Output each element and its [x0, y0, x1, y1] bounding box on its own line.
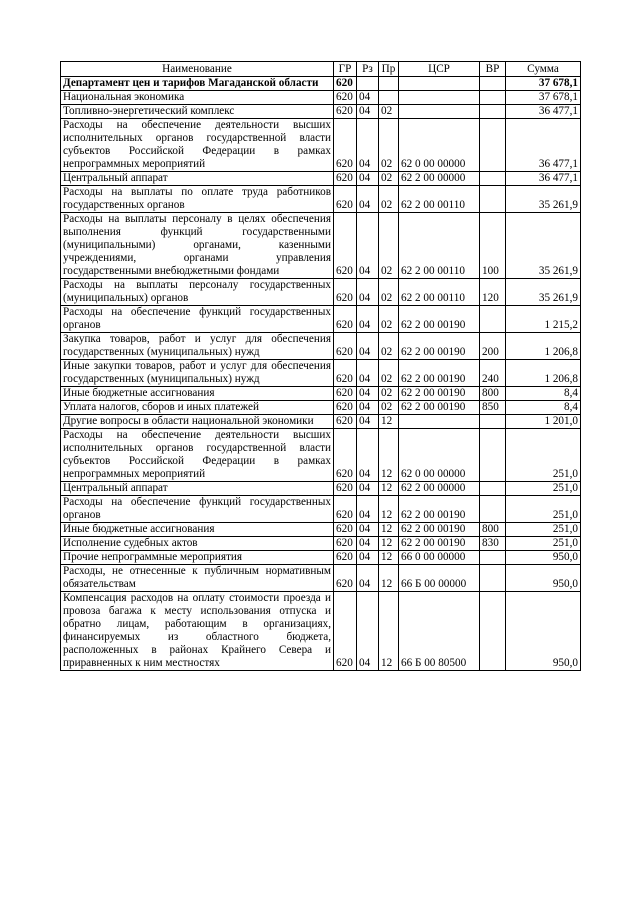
cell-rz: 04 [357, 279, 379, 306]
cell-sum: 8,4 [506, 387, 581, 401]
cell-vr: 100 [480, 213, 506, 279]
cell-name: Уплата налогов, сборов и иных платежей [61, 401, 334, 415]
cell-pr: 02 [379, 306, 399, 333]
cell-gr: 620 [334, 415, 357, 429]
header-rz: Рз [357, 62, 379, 77]
cell-pr: 12 [379, 482, 399, 496]
table-body [61, 77, 581, 671]
table-row [61, 213, 581, 279]
table-row [61, 565, 581, 592]
cell-vr [480, 429, 506, 482]
cell-sum: 950,0 [506, 565, 581, 592]
cell-pr: 12 [379, 592, 399, 671]
cell-name: Расходы на выплаты персоналу государственных (муниципальных) органов [61, 279, 334, 306]
cell-pr: 12 [379, 415, 399, 429]
cell-csr [399, 105, 480, 119]
cell-name: Иные бюджетные ассигнования [61, 523, 334, 537]
cell-name: Иные закупки товаров, работ и услуг для обеспечения государственных (муниципальных) нужд [61, 360, 334, 387]
table-row [61, 91, 581, 105]
cell-pr: 02 [379, 105, 399, 119]
table-row [61, 172, 581, 186]
cell-pr: 02 [379, 360, 399, 387]
cell-vr: 800 [480, 387, 506, 401]
cell-pr: 02 [379, 186, 399, 213]
header-row [61, 62, 581, 77]
cell-vr: 830 [480, 537, 506, 551]
cell-csr: 62 2 00 00190 [399, 306, 480, 333]
table-row [61, 415, 581, 429]
cell-gr: 620 [334, 91, 357, 105]
table-row [61, 523, 581, 537]
cell-pr: 02 [379, 401, 399, 415]
cell-rz [357, 77, 379, 91]
cell-pr: 02 [379, 279, 399, 306]
cell-vr [480, 91, 506, 105]
cell-gr: 620 [334, 537, 357, 551]
header-gr: ГР [334, 62, 357, 77]
cell-sum: 37 678,1 [506, 77, 581, 91]
cell-gr: 620 [334, 333, 357, 360]
cell-name: Расходы, не отнесенные к публичным нормативным обязательствам [61, 565, 334, 592]
cell-gr: 620 [334, 213, 357, 279]
cell-vr [480, 415, 506, 429]
header-csr: ЦСР [399, 62, 480, 77]
cell-csr: 66 0 00 00000 [399, 551, 480, 565]
cell-name: Закупка товаров, работ и услуг для обеспечения государственных (муниципальных) нужд [61, 333, 334, 360]
cell-csr: 62 2 00 00190 [399, 387, 480, 401]
cell-gr: 620 [334, 429, 357, 482]
cell-name: Иные бюджетные ассигнования [61, 387, 334, 401]
cell-vr [480, 186, 506, 213]
cell-sum: 37 678,1 [506, 91, 581, 105]
cell-rz: 04 [357, 91, 379, 105]
cell-csr: 62 2 00 00190 [399, 401, 480, 415]
cell-sum: 36 477,1 [506, 105, 581, 119]
cell-sum: 1 206,8 [506, 333, 581, 360]
cell-sum: 35 261,9 [506, 186, 581, 213]
cell-name: Топливно-энергетический комплекс [61, 105, 334, 119]
table-row [61, 429, 581, 482]
cell-name: Центральный аппарат [61, 172, 334, 186]
header-name: Наименование [61, 62, 334, 77]
cell-vr [480, 565, 506, 592]
cell-csr [399, 91, 480, 105]
cell-pr: 02 [379, 387, 399, 401]
cell-name: Расходы на обеспечение функций государственных органов [61, 306, 334, 333]
cell-sum: 8,4 [506, 401, 581, 415]
table-row [61, 592, 581, 671]
table-row [61, 186, 581, 213]
cell-vr: 800 [480, 523, 506, 537]
cell-rz: 04 [357, 592, 379, 671]
cell-csr [399, 415, 480, 429]
cell-vr [480, 77, 506, 91]
cell-name: Национальная экономика [61, 91, 334, 105]
header-vr: ВР [480, 62, 506, 77]
cell-csr: 62 2 00 00110 [399, 186, 480, 213]
cell-csr [399, 77, 480, 91]
cell-gr: 620 [334, 551, 357, 565]
cell-name: Расходы на обеспечение деятельности высших исполнительных органов государственной власти субъектов Российской Федерации в рамках непрограммных мероприятий [61, 119, 334, 172]
cell-name: Прочие непрограммные мероприятия [61, 551, 334, 565]
cell-gr: 620 [334, 279, 357, 306]
cell-vr [480, 496, 506, 523]
cell-gr: 620 [334, 119, 357, 172]
cell-sum: 35 261,9 [506, 213, 581, 279]
budget-table [60, 61, 581, 671]
cell-sum: 1 206,8 [506, 360, 581, 387]
cell-vr: 120 [480, 279, 506, 306]
cell-vr [480, 119, 506, 172]
cell-csr: 62 2 00 00110 [399, 279, 480, 306]
cell-rz: 04 [357, 401, 379, 415]
header-pr: Пр [379, 62, 399, 77]
cell-pr: 12 [379, 523, 399, 537]
cell-vr [480, 105, 506, 119]
cell-pr: 02 [379, 172, 399, 186]
cell-csr: 62 2 00 00000 [399, 172, 480, 186]
cell-gr: 620 [334, 387, 357, 401]
cell-pr [379, 77, 399, 91]
cell-pr: 12 [379, 429, 399, 482]
cell-rz: 04 [357, 105, 379, 119]
cell-rz: 04 [357, 565, 379, 592]
cell-rz: 04 [357, 537, 379, 551]
cell-rz: 04 [357, 551, 379, 565]
cell-vr [480, 482, 506, 496]
cell-gr: 620 [334, 172, 357, 186]
table-row [61, 333, 581, 360]
cell-name: Исполнение судебных актов [61, 537, 334, 551]
cell-gr: 620 [334, 105, 357, 119]
cell-name: Расходы на обеспечение деятельности высших исполнительных органов государственной власти субъектов Российской Федерации в рамках непрограммных мероприятий [61, 429, 334, 482]
table-row [61, 77, 581, 91]
cell-vr: 200 [480, 333, 506, 360]
cell-pr: 12 [379, 565, 399, 592]
cell-rz: 04 [357, 186, 379, 213]
cell-csr: 66 Б 00 00000 [399, 565, 480, 592]
table-row [61, 360, 581, 387]
cell-csr: 66 Б 00 80500 [399, 592, 480, 671]
cell-rz: 04 [357, 306, 379, 333]
table-row [61, 387, 581, 401]
cell-gr: 620 [334, 401, 357, 415]
cell-rz: 04 [357, 172, 379, 186]
table-row [61, 482, 581, 496]
table-row [61, 306, 581, 333]
cell-pr: 02 [379, 119, 399, 172]
cell-csr: 62 2 00 00190 [399, 360, 480, 387]
cell-gr: 620 [334, 306, 357, 333]
cell-gr: 620 [334, 496, 357, 523]
cell-vr [480, 172, 506, 186]
cell-name: Расходы на выплаты персоналу в целях обеспечения выполнения функций государственными (муниципальными) органами, казенными учреждениями, органами управления государственными внебюджетными фондами [61, 213, 334, 279]
cell-csr: 62 2 00 00190 [399, 333, 480, 360]
cell-csr: 62 0 00 00000 [399, 119, 480, 172]
table-row [61, 105, 581, 119]
cell-gr: 620 [334, 77, 357, 91]
cell-rz: 04 [357, 333, 379, 360]
cell-sum: 35 261,9 [506, 279, 581, 306]
table-row [61, 496, 581, 523]
cell-vr: 240 [480, 360, 506, 387]
cell-csr: 62 2 00 00190 [399, 537, 480, 551]
cell-rz: 04 [357, 429, 379, 482]
cell-gr: 620 [334, 592, 357, 671]
cell-rz: 04 [357, 523, 379, 537]
cell-rz: 04 [357, 213, 379, 279]
cell-sum: 251,0 [506, 537, 581, 551]
cell-rz: 04 [357, 496, 379, 523]
cell-sum: 36 477,1 [506, 172, 581, 186]
cell-rz: 04 [357, 119, 379, 172]
cell-sum: 950,0 [506, 592, 581, 671]
cell-rz: 04 [357, 415, 379, 429]
cell-name: Департамент цен и тарифов Магаданской области [61, 77, 334, 91]
cell-rz: 04 [357, 482, 379, 496]
table-row [61, 279, 581, 306]
cell-vr [480, 306, 506, 333]
cell-gr: 620 [334, 360, 357, 387]
cell-pr: 12 [379, 551, 399, 565]
cell-sum: 950,0 [506, 551, 581, 565]
cell-name: Центральный аппарат [61, 482, 334, 496]
cell-pr: 02 [379, 333, 399, 360]
cell-csr: 62 2 00 00190 [399, 496, 480, 523]
cell-pr: 12 [379, 496, 399, 523]
cell-name: Другие вопросы в области национальной экономики [61, 415, 334, 429]
cell-name: Компенсация расходов на оплату стоимости проезда и провоза багажа к месту использования отпуска и обратно лицам, работающим в организациях, финансируемых из областного бюджета, расположенных в районах Крайнего Севера и приравненных к ним местностях [61, 592, 334, 671]
table-row [61, 401, 581, 415]
cell-name: Расходы на обеспечение функций государственных органов [61, 496, 334, 523]
cell-sum: 1 201,0 [506, 415, 581, 429]
cell-sum: 36 477,1 [506, 119, 581, 172]
cell-sum: 251,0 [506, 523, 581, 537]
table-row [61, 551, 581, 565]
cell-rz: 04 [357, 360, 379, 387]
table-row [61, 537, 581, 551]
cell-rz: 04 [357, 387, 379, 401]
cell-gr: 620 [334, 523, 357, 537]
cell-pr [379, 91, 399, 105]
cell-gr: 620 [334, 186, 357, 213]
cell-vr [480, 592, 506, 671]
cell-sum: 1 215,2 [506, 306, 581, 333]
cell-sum: 251,0 [506, 496, 581, 523]
cell-csr: 62 2 00 00190 [399, 523, 480, 537]
cell-sum: 251,0 [506, 482, 581, 496]
cell-csr: 62 0 00 00000 [399, 429, 480, 482]
cell-gr: 620 [334, 482, 357, 496]
cell-name: Расходы на выплаты по оплате труда работников государственных органов [61, 186, 334, 213]
cell-csr: 62 2 00 00000 [399, 482, 480, 496]
cell-sum: 251,0 [506, 429, 581, 482]
cell-pr: 02 [379, 213, 399, 279]
cell-vr: 850 [480, 401, 506, 415]
header-sum: Сумма [506, 62, 581, 77]
cell-pr: 12 [379, 537, 399, 551]
cell-gr: 620 [334, 565, 357, 592]
table-row [61, 119, 581, 172]
cell-csr: 62 2 00 00110 [399, 213, 480, 279]
cell-vr [480, 551, 506, 565]
